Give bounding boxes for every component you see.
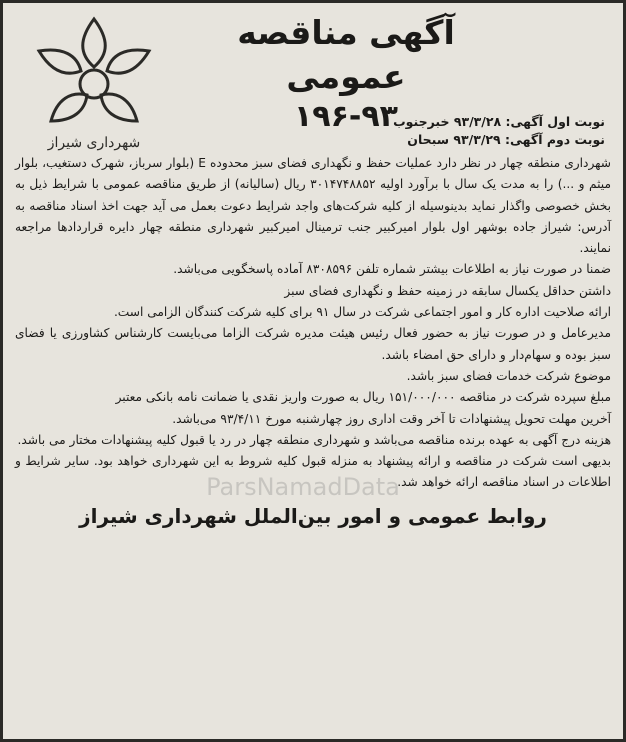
publish-dates [393,113,605,149]
paragraph-deadline: آخرین مهلت تحویل پیشنهادات تا آخر وقت اداری روز چهارشنبه مورخ ۹۳/۴/۱۱ می‌باشد. [172,411,611,426]
paragraph-intro: شهرداری منطقه چهار در نظر دارد عملیات حفظ و نگهداری فضای سبز محدوده E (بلوار سرباز، شهرک دستغیب، بلوار میثم و ...) را به مدت یک سال با برآورد اولیه ۳۰۱۴۷۴۸۸۵۲ ریال (سالیانه) از طریق مناقصه عمومی با شرایط ذیل به بخش خصوصی واگذار نماید بدینوسیله از کلیه شرکت‌های واجد شرایط دعوت بعمل می آید جهت اخذ اسناد مناقصه به آدرس: شیراز جاده بوشهر اول بلوار امیرکبیر جنب ترمینال امیرکبیر شهرداری منطقه چهار دایره قراردادها مراجعه نمایند. [15,156,611,256]
paragraph-deposit: مبلغ سپرده شرکت در مناقصه ۱۵۱/۰۰۰/۰۰۰ ریال به صورت واریز نقدی یا ضمانت نامه بانکی معتبر [115,390,611,405]
paragraph-phone: ضمنا در صورت نیاز به اطلاعات بیشتر شماره تلفن ۸۳۰۸۵۹۶ آماده پاسخگویی می‌باشد. [173,262,611,277]
paragraph-conditions: بدیهی است شرکت در مناقصه و ارائه پیشنهاد به منزله قبول کلیه شروط به این شهرداری خواهد بود. سایر شرایط و اطلاعات در اسناد مناقصه ارائه خواهد شد. [15,454,611,490]
paragraph-subject: موضوع شرکت خدمات فضای سبز باشد. [406,368,611,383]
shiraz-municipality-logo-icon [19,9,169,159]
logo-lettering: شهرداری شیراز [47,135,141,151]
notice-title: آگهی مناقصه عمومی [237,13,455,96]
paragraph-fees: هزینه درج آگهی به عهده برنده مناقصه می‌باشد و شهرداری منطقه چهار در رد یا قبول کلیه پیشنهادات مختار می باشد. [17,432,611,447]
notice-footer: روابط عمومی و امور بین‌الملل شهرداری شیراز [79,503,547,528]
watermark: ParsNamadData [206,473,400,501]
first-publish-date: نوبت اول آگهی: ۹۳/۳/۲۸ خبرجنوب [393,114,605,129]
notice-header [15,9,611,161]
notice-body [15,153,611,494]
paragraph-manager: مدیرعامل و در صورت نیاز به حضور فعال رئیس هیئت مدیره شرکت الزاما می‌بایست کارشناس کشاورزی یا فضای سبز بوده و سهام‌دار و دارای حق امضاء باشد. [15,326,611,362]
paragraph-qualification: ارائه صلاحیت اداره کار و امور اجتماعی شرکت در سال ۹۱ برای کلیه شرکت کنندگان الزامی است. [113,305,611,320]
second-publish-date: نوبت دوم آگهی: ۹۳/۳/۲۹ سبحان [407,132,605,147]
paragraph-experience: داشتن حداقل یکسال سابقه در زمینه حفظ و نگهداری فضای سبز [284,283,611,298]
notice-number: ۱۹۶-۹۳ [293,99,398,134]
